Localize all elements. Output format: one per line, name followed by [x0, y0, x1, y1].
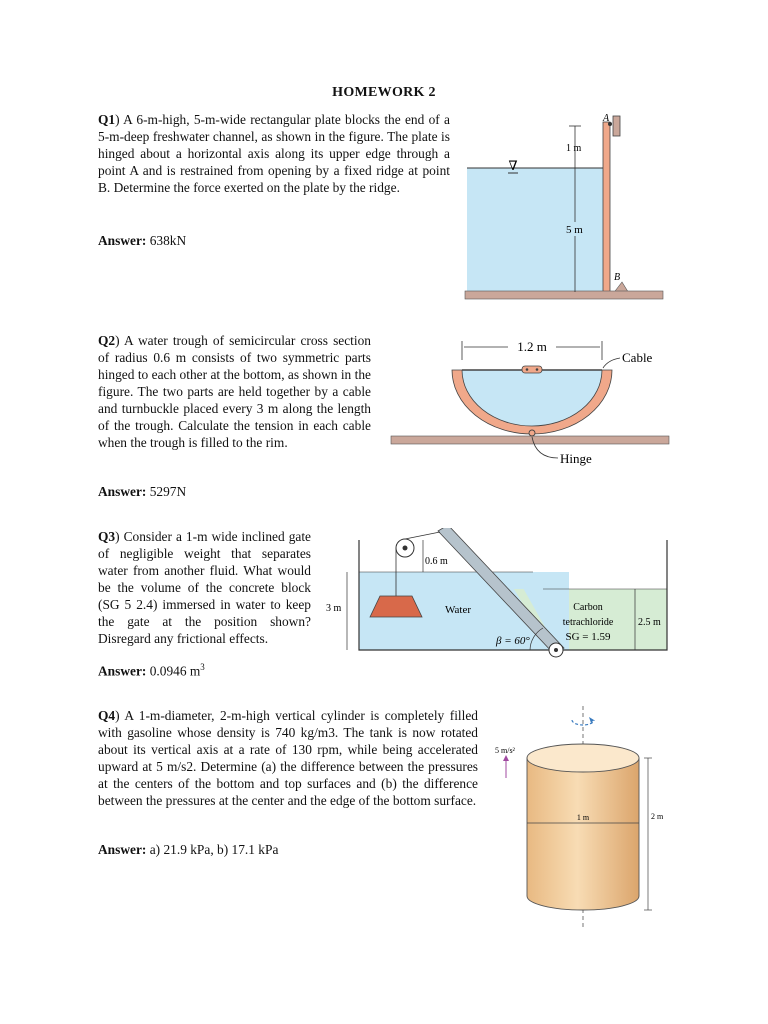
- q3-fluid-line2: tetrachloride: [562, 617, 614, 628]
- q3-answer: [98, 662, 205, 679]
- q4-answer: [98, 842, 278, 858]
- q4-paren: ): [115, 708, 120, 723]
- q4-rotation-arrowhead: [589, 717, 594, 723]
- q4-figure: [486, 706, 676, 932]
- q2-hinge: [529, 430, 535, 436]
- q1-dim-top-label: 1 m: [566, 143, 582, 154]
- q1-paren: ): [115, 112, 120, 127]
- q2-turnbuckle: [522, 366, 542, 373]
- q2-hinge-label: Hinge: [560, 451, 592, 466]
- q2-answer-label: Answer:: [98, 484, 147, 499]
- q3-dim-gap-label: 0.6 m: [425, 556, 448, 567]
- q2-answer: [98, 484, 186, 500]
- q3-figure: [318, 528, 672, 666]
- q3-rope-top: [405, 532, 440, 539]
- q1-text-block: [98, 111, 450, 196]
- q2-figure: [388, 330, 670, 472]
- q4-cylinder-top: [527, 744, 639, 772]
- q1-answer-value: 638kN: [146, 233, 187, 248]
- q1-label-b: B: [614, 272, 621, 283]
- q2-cable-label: Cable: [622, 350, 653, 365]
- q1-plate: [603, 122, 610, 294]
- q2-turnbuckle-dot-2: [536, 368, 539, 371]
- q3-pulley-pin: [403, 546, 408, 551]
- q4-answer-label: Answer:: [98, 842, 147, 857]
- q1-question: A 6-m-high, 5-m-wide rectangular plate blocks the end of a 5-m-deep freshwater channel, as shown in the figure. The plate is hinged about a horizontal axis along its upper edge through a point A and is restrained from opening by a fixed ridge at point B. Determine the force exerted on the plate by the ridge.: [98, 112, 450, 195]
- q3-text-block: [98, 528, 311, 647]
- q4-dia-label: 1 m: [576, 813, 590, 822]
- q3-label: Q3: [98, 529, 116, 544]
- q2-turnbuckle-dot-1: [526, 368, 529, 371]
- q1-answer: [98, 233, 186, 249]
- q2-label: Q2: [98, 333, 116, 348]
- q4-question: A 1-m-diameter, 2-m-high vertical cylinder is completely filled with gasoline whose density is 740 kg/m3. The tank is now rotated about its vertical axis at a rate of 130 rpm, while being accelerated upward at 5 m/s2. Determine (a) the difference between the pressures at the centers of the bottom and top surfaces and (b) the difference between the pressures at the center and the edge of the bottom surface.: [98, 708, 478, 808]
- q4-label: Q4: [98, 708, 116, 723]
- q3-water-label: Water: [445, 604, 471, 616]
- q1-figure: [462, 108, 668, 304]
- q3-answer-label: Answer:: [98, 663, 147, 679]
- q4-accel-arrowhead: [503, 755, 509, 761]
- q3-answer-sup: 3: [200, 662, 205, 672]
- q3-dim-left-label: 3 m: [326, 603, 342, 614]
- q3-fluid-line1: Carbon: [573, 602, 603, 613]
- q1-hinge-support: [613, 116, 620, 136]
- q3-fluid-line3: SG = 1.59: [565, 631, 611, 643]
- q2-cable-leader: [603, 358, 620, 368]
- q4-cylinder-body: [527, 758, 639, 910]
- q1-label-a: A: [603, 113, 610, 124]
- q3-paren: ): [115, 529, 120, 544]
- q4-answer-value: a) 21.9 kPa, b) 17.1 kPa: [146, 842, 279, 857]
- q2-dim-label: 1.2 m: [517, 339, 547, 354]
- q3-question: Consider a 1-m wide inclined gate of negligible weight that separates water from another fluid. What would be the volume of the concrete block (SG 5 2.4) immersed in water to keep the gate at the position shown? Disregard any frictional effects.: [98, 529, 311, 646]
- q1-label: Q1: [98, 112, 116, 127]
- q1-surface-symbol: ∇: [508, 158, 518, 173]
- q4-height-label: 2 m: [651, 812, 664, 821]
- q2-paren: ): [115, 333, 120, 348]
- q1-dim-depth-label: 5 m: [566, 224, 583, 236]
- q1-answer-label: Answer:: [98, 233, 147, 248]
- q4-accel-label: 5 m/s²: [495, 746, 515, 755]
- q2-question: A water trough of semicircular cross section of radius 0.6 m consists of two symmetric parts hinged to each other at the bottom, as shown in the figure. The two parts are held together by a cable and turnbuckle placed every 3 m along the length of the trough. Calculate the tension in each cable when the trough is filled to the rim.: [98, 333, 371, 450]
- q4-text-block: [98, 707, 478, 809]
- q1-ground: [465, 291, 663, 299]
- q3-dim-right-label: 2.5 m: [638, 617, 661, 628]
- q3-answer-value: 0.0946 m: [146, 663, 201, 679]
- q2-water: [462, 370, 602, 432]
- q3-gate-hinge-pin: [554, 648, 558, 652]
- q3-angle-label: β = 60°: [496, 635, 530, 647]
- page-title: HOMEWORK 2: [332, 85, 436, 100]
- q2-answer-value: 5297N: [146, 484, 187, 499]
- q2-text-block: [98, 332, 371, 451]
- q2-ground: [391, 436, 669, 444]
